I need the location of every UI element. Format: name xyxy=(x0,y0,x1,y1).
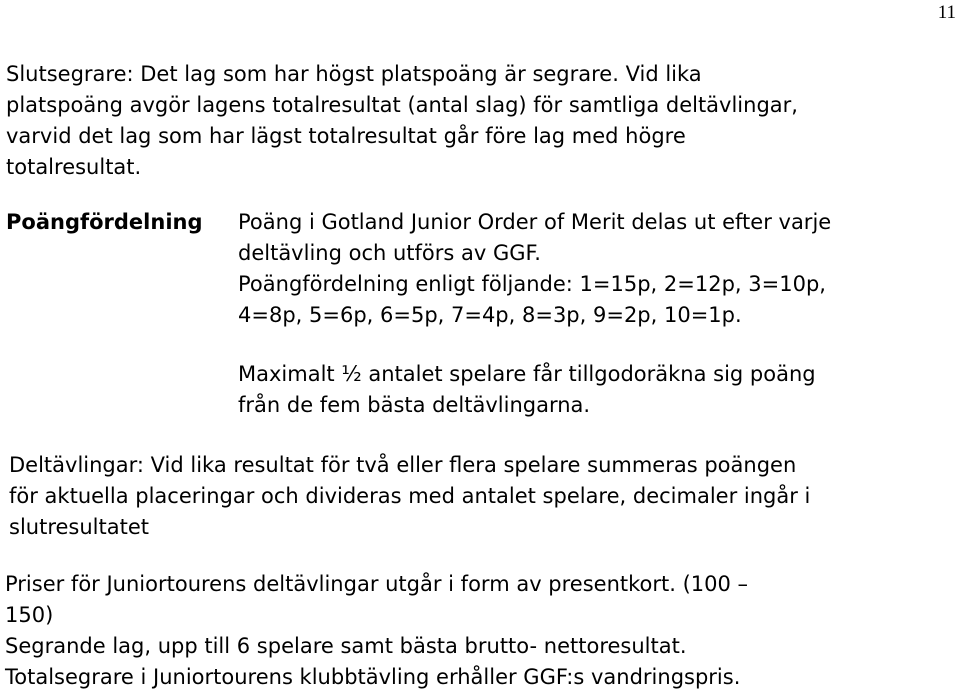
priser-line-3: Segrande lag, upp till 6 spelare samt bästa brutto- nettoresultat. xyxy=(5,634,687,658)
deltavlingar-line-2: för aktuella placeringar och divideras med antalet spelare, decimaler ingår i xyxy=(9,484,811,508)
poangfordelning-intro-line-2: deltävling och utförs av GGF. xyxy=(238,241,541,265)
priser-line-4: Totalsegrare i Juniortourens klubbtävling erhåller GGF:s vandringspris. xyxy=(5,665,741,689)
slutsegrare-line-3: varvid det lag som har lägst totalresultat går före lag med högre xyxy=(6,124,686,148)
deltavlingar-paragraph xyxy=(9,450,810,543)
poangfordelning-intro-line-1: Poäng i Gotland Junior Order of Merit delas ut efter varje xyxy=(238,210,832,234)
slutsegrare-line-2: platspoäng avgör lagens totalresultat (antal slag) för samtliga deltävlingar, xyxy=(6,93,798,117)
deltavlingar-line-3: slutresultatet xyxy=(9,515,149,539)
priser-paragraph xyxy=(5,569,748,693)
slutsegrare-line-1: Slutsegrare: Det lag som har högst platspoäng är segrare. Vid lika xyxy=(6,62,702,86)
priser-line-2: 150) xyxy=(5,603,54,627)
page-number: 11 xyxy=(937,2,956,23)
poangfordelning-intro xyxy=(238,207,831,269)
deltavlingar-line-1: Deltävlingar: Vid lika resultat för två eller flera spelare summeras poängen xyxy=(9,453,797,477)
poangfordelning-maximalt xyxy=(238,359,816,421)
maximalt-line-2: från de fem bästa deltävlingarna. xyxy=(238,393,591,417)
poangfordelning-heading: Poängfördelning xyxy=(6,210,203,234)
slutsegrare-line-4: totalresultat. xyxy=(6,155,142,179)
poangfordelning-distribution xyxy=(238,269,826,331)
priser-line-1: Priser för Juniortourens deltävlingar utgår i form av presentkort. (100 – xyxy=(5,572,749,596)
slutsegrare-paragraph xyxy=(6,59,798,183)
maximalt-line-1: Maximalt ½ antalet spelare får tillgodoräkna sig poäng xyxy=(238,362,816,386)
poangfordelning-distribution-line-1: Poängfördelning enligt följande: 1=15p, 2=12p, 3=10p, xyxy=(238,272,826,296)
poangfordelning-distribution-line-2: 4=8p, 5=6p, 6=5p, 7=4p, 8=3p, 9=2p, 10=1p. xyxy=(238,303,742,327)
